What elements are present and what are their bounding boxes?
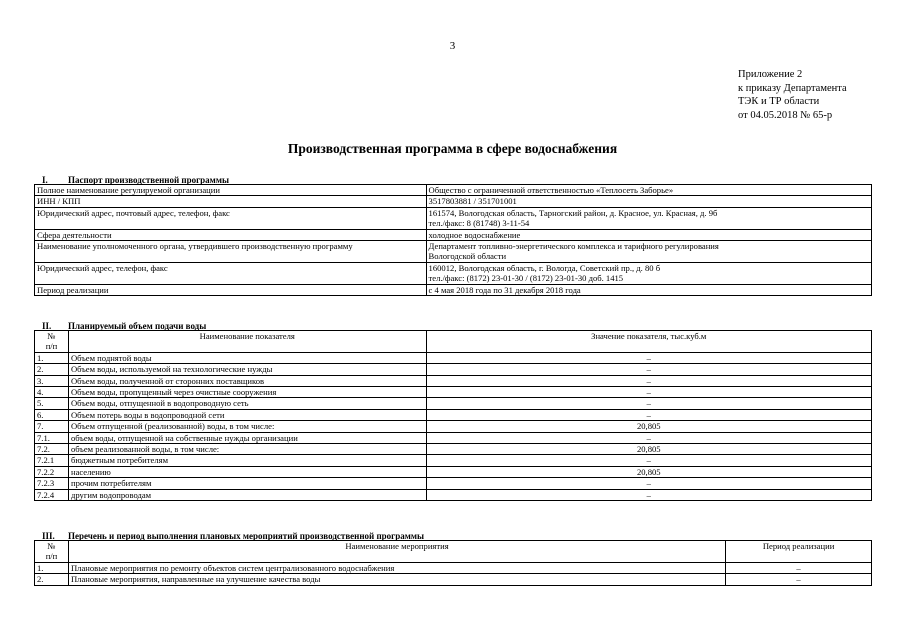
table-row <box>35 574 872 585</box>
row-num: 4. <box>35 387 69 398</box>
table-row <box>35 409 872 420</box>
row-name: Объем потерь воды в водопроводной сети <box>68 409 426 420</box>
row-value: холодное водоснабжение <box>426 229 871 240</box>
table-row <box>35 262 872 284</box>
activities-table <box>34 540 872 586</box>
row-value: – <box>426 387 871 398</box>
row-num: 3. <box>35 375 69 386</box>
row-num: 7.2.3 <box>35 478 69 489</box>
table-row <box>35 455 872 466</box>
row-value-line-2: тел./факс: 8 (81748) 3-11-54 <box>428 218 530 229</box>
section-1-number: I. <box>42 175 48 185</box>
row-num: 7.2. <box>35 444 69 455</box>
row-name: Объем воды, используемой на технологические нужды <box>68 364 426 375</box>
appendix-line-4: от 04.05.2018 № 65-р <box>738 109 833 121</box>
row-value-line-1: Департамент топливно-энергетического комплекса и тарифного регулирования <box>428 241 719 252</box>
row-num: 7.2.4 <box>35 489 69 500</box>
table-row <box>35 466 872 477</box>
row-num: 6. <box>35 409 69 420</box>
row-num: 2. <box>35 364 69 375</box>
row-label: Период реализации <box>35 284 427 295</box>
table-row <box>35 241 872 263</box>
row-name: прочим потребителям <box>68 478 426 489</box>
row-label: Юридический адрес, телефон, факс <box>35 262 427 284</box>
table-row <box>35 421 872 432</box>
row-label: ИНН / КПП <box>35 196 427 207</box>
table-row <box>35 352 872 363</box>
row-value-line-1: 160012, Вологодская область, г. Вологда, Советский пр., д. 80 б <box>428 262 661 273</box>
table-row <box>35 398 872 409</box>
row-value: 20,805 <box>426 466 871 477</box>
table-row <box>35 185 872 196</box>
section-2-number: II. <box>42 321 52 331</box>
section-3-title: Перечень и период выполнения плановых мероприятий производственной программы <box>68 531 425 541</box>
table-row <box>35 432 872 443</box>
row-name: Объем воды, отпущенной в водопроводную сеть <box>68 398 426 409</box>
row-value: – <box>426 432 871 443</box>
row-label: Сфера деятельности <box>35 229 427 240</box>
row-name: бюджетным потребителям <box>68 455 426 466</box>
row-num: 1. <box>35 562 69 573</box>
row-value <box>426 262 871 284</box>
table-row <box>35 562 872 573</box>
water-volume-table <box>34 330 872 501</box>
row-value-line-1: 161574, Вологодская область, Тарногский район, д. Красное, ул. Красная, д. 9б <box>428 207 718 218</box>
table-row <box>35 196 872 207</box>
col-name-header: Наименование мероприятия <box>68 541 725 563</box>
section-3-number: III. <box>42 531 55 541</box>
row-label: Наименование уполномоченного органа, утвердившего производственную программу <box>35 241 427 263</box>
row-num: 7.1. <box>35 432 69 443</box>
section-1-title: Паспорт производственной программы <box>68 175 229 185</box>
appendix-line-3: ТЭК и ТР области <box>738 96 820 107</box>
col-num-header-line-1: № <box>47 541 56 551</box>
row-name: Объем воды, пропущенный через очистные сооружения <box>68 387 426 398</box>
table-header-row <box>35 331 872 353</box>
document-title: Производственная программа в сфере водоснабжения <box>287 141 618 156</box>
appendix-note <box>738 68 847 122</box>
appendix-line-2: к приказу Департамента <box>738 82 847 94</box>
row-value: – <box>426 375 871 386</box>
table-row <box>35 489 872 500</box>
row-value: – <box>426 398 871 409</box>
row-value: 3517803881 / 351701001 <box>426 196 871 207</box>
table-row <box>35 284 872 295</box>
row-num: 5. <box>35 398 69 409</box>
col-value-header: Значение показателя, тыс.куб.м <box>426 331 871 353</box>
table-row <box>35 444 872 455</box>
row-name: Объем поднятой воды <box>68 352 426 363</box>
row-value: Общество с ограниченной ответственностью «Теплосеть Заборье» <box>426 185 871 196</box>
row-value: 20,805 <box>426 421 871 432</box>
row-num: 7.2.1 <box>35 455 69 466</box>
row-name: Объем воды, полученной от сторонних поставщиков <box>68 375 426 386</box>
table-row <box>35 375 872 386</box>
row-name: населению <box>68 466 426 477</box>
row-value: – <box>426 489 871 500</box>
row-value <box>426 241 871 263</box>
table-row <box>35 387 872 398</box>
section-2-title: Планируемый объем подачи воды <box>68 321 207 331</box>
row-value-line-2: тел./факс: (8172) 23-01-30 / (8172) 23-01-30 доб. 1415 <box>428 273 624 284</box>
row-num: 7.2.2 <box>35 466 69 477</box>
row-value: – <box>426 409 871 420</box>
row-name: Плановые мероприятия, направленные на улучшение качества воды <box>68 574 725 585</box>
col-num-header <box>35 541 69 563</box>
row-value-line-2: Вологодской области <box>428 251 507 262</box>
passport-table <box>34 184 872 296</box>
row-value: – <box>426 352 871 363</box>
row-value <box>426 207 871 229</box>
table-header-row <box>35 541 872 563</box>
col-num-header-line-2: п/п <box>45 341 58 352</box>
table-row <box>35 478 872 489</box>
row-num: 7. <box>35 421 69 432</box>
table-row <box>35 207 872 229</box>
row-value: – <box>426 455 871 466</box>
col-period-header: Период реализации <box>726 541 872 563</box>
row-label: Юридический адрес, почтовый адрес, телефон, факс <box>35 207 427 229</box>
col-name-header: Наименование показателя <box>68 331 426 353</box>
row-value: – <box>426 478 871 489</box>
row-label: Полное наименование регулируемой организации <box>35 185 427 196</box>
row-value: 20,805 <box>426 444 871 455</box>
col-num-header-line-1: № <box>47 331 56 341</box>
row-name: другим водопроводам <box>68 489 426 500</box>
row-name: Объем отпущенной (реализованной) воды, в том числе: <box>68 421 426 432</box>
row-name: объем воды, отпущенной на собственные нужды организации <box>68 432 426 443</box>
col-num-header-line-2: п/п <box>45 551 58 562</box>
appendix-line-1: Приложение 2 <box>738 69 803 80</box>
row-period: – <box>726 574 872 585</box>
row-name: Плановые мероприятия по ремонту объектов систем централизованного водоснабжения <box>68 562 725 573</box>
row-name: объем реализованной воды, в том числе: <box>68 444 426 455</box>
row-period: – <box>726 562 872 573</box>
page-number: 3 <box>449 40 456 52</box>
row-value: с 4 мая 2018 года по 31 декабря 2018 года <box>426 284 871 295</box>
row-num: 2. <box>35 574 69 585</box>
col-num-header <box>35 331 69 353</box>
row-value: – <box>426 364 871 375</box>
row-num: 1. <box>35 352 69 363</box>
table-row <box>35 229 872 240</box>
table-row <box>35 364 872 375</box>
